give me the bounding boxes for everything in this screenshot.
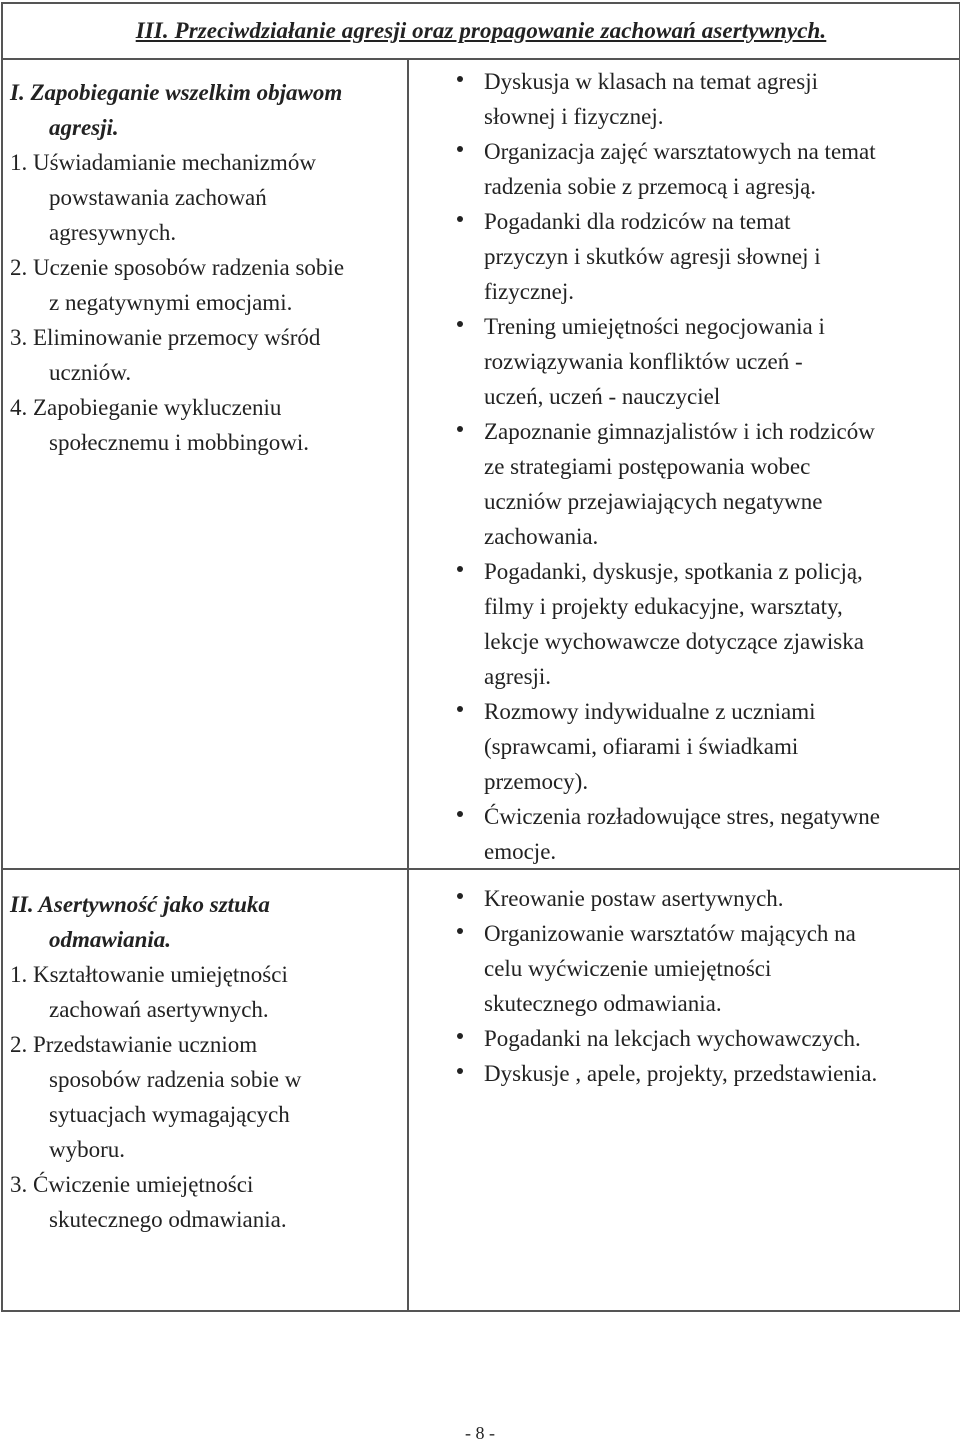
goal-item: uczniów.	[49, 360, 132, 385]
list-item: Pogadanki na lekcjach wychowawczych.	[484, 1021, 954, 1056]
goal-item: powstawania zachowań	[49, 185, 267, 210]
goal-item: 3. Ćwiczenie umiejętności	[10, 1172, 254, 1197]
actions-list	[484, 64, 954, 869]
goal-item: 3. Eliminowanie przemocy wśród	[10, 325, 321, 350]
page-number: - 8 -	[465, 1423, 495, 1443]
goal-heading: I. Zapobieganie wszelkim objawom	[10, 80, 343, 105]
goal-item: wyboru.	[49, 1137, 126, 1162]
list-item: Dyskusja w klasach na temat agresji słownej i fizycznej.	[484, 64, 954, 134]
list-item: Dyskusje , apele, projekty, przedstawienia.	[484, 1056, 954, 1091]
goal-item: 2. Uczenie sposobów radzenia sobie	[10, 255, 345, 280]
list-item: Rozmowy indywidualne z uczniami (sprawcami, ofiarami i świadkami przemocy).	[484, 694, 954, 799]
section-title: III. Przeciwdziałanie agresji oraz propagowanie zachowań asertywnych.	[135, 18, 827, 43]
goal-item: 2. Przedstawianie uczniom	[10, 1032, 258, 1057]
list-item: Organizacja zajęć warsztatowych na temat radzenia sobie z przemocą i agresją.	[484, 134, 954, 204]
goal-item: agresywnych.	[49, 220, 177, 245]
goal-item: 4. Zapobieganie wykluczeniu	[10, 395, 282, 420]
list-item: Organizowanie warsztatów mających na celu wyćwiczenie umiejętności skutecznego odmawiania.	[484, 916, 954, 1021]
list-item: Kreowanie postaw asertywnych.	[484, 881, 954, 916]
goal-heading: odmawiania.	[49, 927, 172, 952]
goal-item: 1. Uświadamianie mechanizmów	[10, 150, 316, 175]
list-item: Pogadanki, dyskusje, spotkania z policją, filmy i projekty edukacyjne, warsztaty, lekcje wychowawcze dotyczące zjawiska agresji.	[484, 554, 954, 694]
list-item: Trening umiejętności negocjowania i rozwiązywania konfliktów uczeń - uczeń, uczeń - nauczyciel	[484, 309, 954, 414]
goal-heading: II. Asertywność jako sztuka	[10, 892, 270, 917]
list-item: Zapoznanie gimnazjalistów i ich rodziców ze strategiami postępowania wobec uczniów przejawiających negatywne zachowania.	[484, 414, 954, 554]
list-item: Pogadanki dla rodziców na temat przyczyn i skutków agresji słownej i fizycznej.	[484, 204, 954, 309]
goal-item: społecznemu i mobbingowi.	[49, 430, 309, 455]
title-row	[3, 4, 959, 60]
goals-cell	[3, 870, 409, 1310]
goal-item: z negatywnymi emocjami.	[49, 290, 293, 315]
actions-list	[484, 881, 954, 1091]
goal-item: sposobów radzenia sobie w	[49, 1067, 302, 1092]
goal-item: 1. Kształtowanie umiejętności	[10, 962, 288, 987]
goal-item: skutecznego odmawiania.	[49, 1207, 287, 1232]
goal-heading: agresji.	[49, 115, 119, 140]
list-item: Ćwiczenia rozładowujące stres, negatywne emocje.	[484, 799, 954, 869]
goal-item: zachowań asertywnych.	[49, 997, 269, 1022]
goal-item: sytuacjach wymagających	[49, 1102, 290, 1127]
